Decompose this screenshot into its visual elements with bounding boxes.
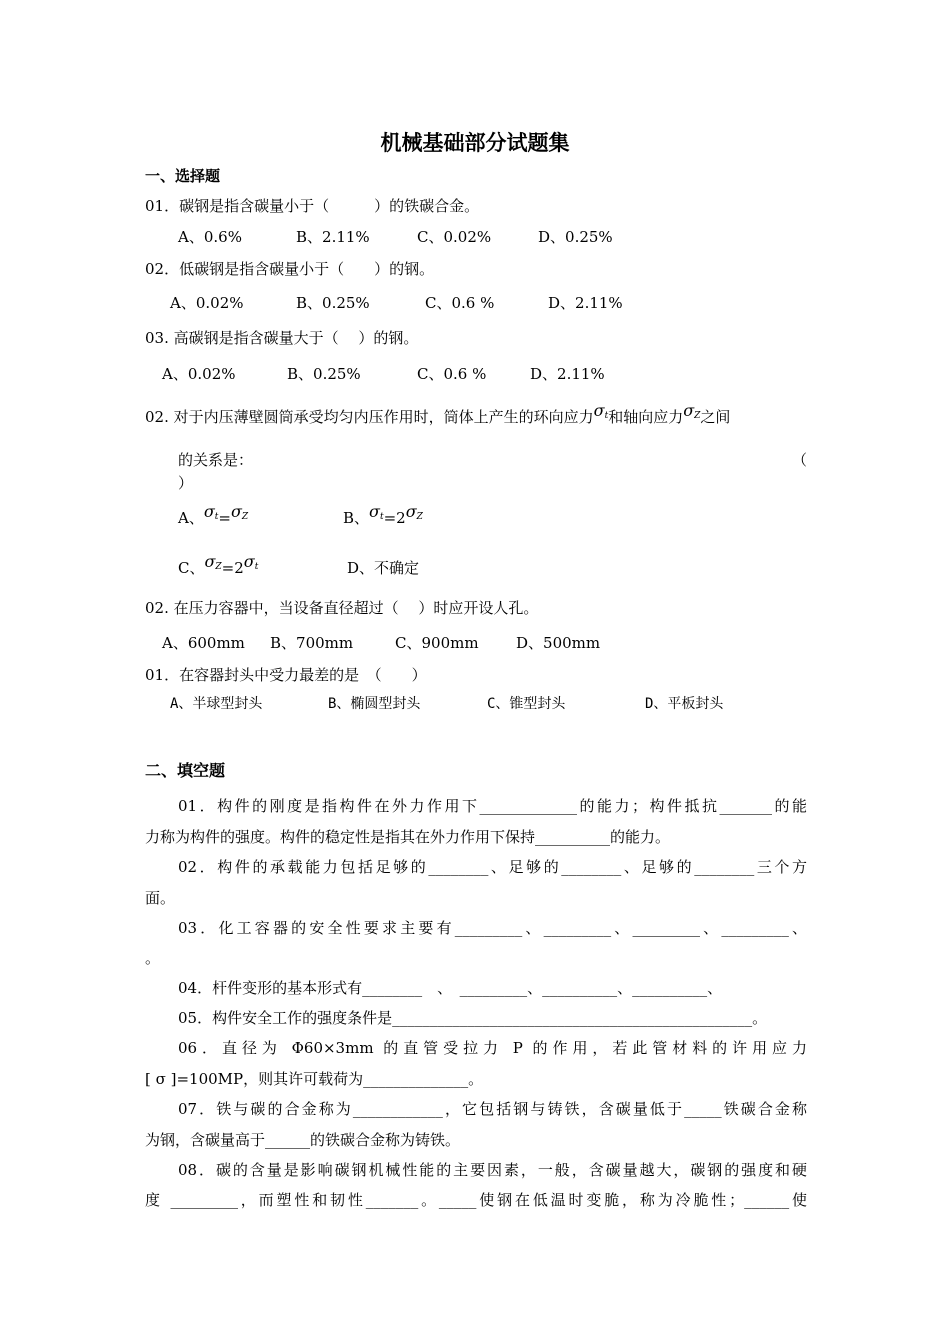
question-text: 03. 高碳钢是指含碳量大于（ ）的钢。 xyxy=(145,329,419,347)
fill-line: 05．构件安全工作的强度条件是________________________________________________。 xyxy=(178,1009,768,1027)
option-label: B、 xyxy=(343,509,370,527)
option-b: B、2.11% xyxy=(296,228,370,246)
option-d: D、0.25% xyxy=(538,228,613,246)
document-title: 机械基础部分试题集 xyxy=(380,131,570,155)
fill-line: 面。 xyxy=(145,889,176,907)
sigma-z-symbol xyxy=(683,402,700,420)
option-b: B、0.25% xyxy=(287,365,361,383)
sigma-glyph: σ xyxy=(405,502,417,521)
option-b: B、椭圆型封头 xyxy=(328,696,421,712)
section-heading-choice: 一、选择题 xyxy=(145,167,221,185)
paren-close: ） xyxy=(178,474,194,492)
sigma-t-symbol xyxy=(204,503,219,521)
sigma-glyph: σ xyxy=(369,502,380,521)
option-a: A、0.02% xyxy=(170,294,244,312)
option-a: A、600mm xyxy=(162,634,245,652)
question-text: 01．碳钢是指含碳量小于（ ）的铁碳合金。 xyxy=(145,197,480,215)
sigma-glyph: σ xyxy=(243,552,255,571)
fill-line: 03．化工容器的安全性要求主要有_________、_________、_________、_________、 xyxy=(178,919,807,937)
sigma-t-symbol xyxy=(244,553,259,571)
option-d: D、不确定 xyxy=(347,559,420,577)
option-c xyxy=(178,552,259,583)
option-a: A、0.6% xyxy=(178,228,242,246)
sigma-glyph: σ xyxy=(593,401,605,420)
fill-line: 度 _________，而塑性和韧性_______。_____使钢在低温时变脆，称为冷脆性；______使 xyxy=(145,1191,807,1209)
question-text-part: 和轴向应力 xyxy=(608,408,684,426)
fill-line: 。 xyxy=(145,949,161,967)
fill-line: 06．直径为 Φ60×3mm 的直管受拉力 P 的作用，若此管材料的许用应力 xyxy=(178,1039,807,1057)
subscript-z: Z xyxy=(215,562,222,572)
sigma-t-symbol xyxy=(369,503,384,521)
question-text: 02. 在压力容器中，当设备直径超过（ ）时应开设人孔。 xyxy=(145,599,539,617)
option-d: D、2.11% xyxy=(530,365,605,383)
option-d: D、500mm xyxy=(516,634,601,652)
section-heading-fill: 二、填空题 xyxy=(145,761,226,780)
fill-line: 为钢，含碳量高于______的铁碳合金称为铸铁。 xyxy=(145,1131,461,1149)
fill-line: 02．构件的承载能力包括足够的________、足够的________、足够的________三个方 xyxy=(178,858,807,876)
sigma-z-symbol xyxy=(204,553,221,571)
question-text-line2: 的关系是： xyxy=(178,451,254,469)
fill-line: 08．碳的含量是影响碳钢机械性能的主要因素，一般，含碳量越大，碳钢的强度和硬 xyxy=(178,1161,807,1179)
option-c: C、0.6 % xyxy=(417,365,487,383)
question-text-part: 之间 xyxy=(700,408,731,426)
question-text: 02．低碳钢是指含碳量小于（ ）的钢。 xyxy=(145,260,435,278)
option-c: C、0.6 % xyxy=(425,294,495,312)
option-c: C、0.02% xyxy=(417,228,492,246)
fill-line: [ σ ]=100MP，则其许可载荷为______________。 xyxy=(145,1070,484,1088)
option-a xyxy=(178,502,249,533)
subscript-z: Z xyxy=(416,512,423,522)
sigma-glyph: σ xyxy=(204,552,216,571)
option-b: B、0.25% xyxy=(296,294,370,312)
sigma-glyph: σ xyxy=(683,401,695,420)
fill-line: 04．杆件变形的基本形式有________ 、 _________、__________、__________、 xyxy=(178,979,723,997)
sigma-z-symbol xyxy=(406,503,423,521)
sigma-t-symbol xyxy=(594,402,609,420)
fill-line: 力称为构件的强度。构件的稳定性是指其在外力作用下保持__________的能力。 xyxy=(145,828,671,846)
question-text-part: 02. 对于内压薄壁圆筒承受均匀内压作用时，筒体上产生的环向应力 xyxy=(145,408,594,426)
paren-open: （ xyxy=(792,451,808,469)
fill-line: 07．铁与碳的合金称为____________，它包括钢与铸铁，含碳量低于_____铁碳合金称 xyxy=(178,1100,807,1118)
option-c: C、900mm xyxy=(395,634,479,652)
option-d: D、平板封头 xyxy=(645,696,724,712)
subscript-t: t xyxy=(214,512,219,522)
operator: =2 xyxy=(383,509,406,527)
option-label: C、 xyxy=(178,559,205,577)
subscript-t: t xyxy=(604,411,609,421)
sigma-glyph: σ xyxy=(230,502,242,521)
subscript-z: Z xyxy=(241,512,249,522)
option-a: A、半球型封头 xyxy=(170,696,263,712)
subscript-z: Z xyxy=(694,411,701,421)
sigma-z-symbol xyxy=(231,503,248,521)
option-a: A、0.02% xyxy=(162,365,236,383)
operator: = xyxy=(218,509,231,527)
operator: =2 xyxy=(221,559,244,577)
subscript-t: t xyxy=(254,562,259,572)
option-label: A、 xyxy=(178,509,204,527)
option-b xyxy=(343,502,423,533)
fill-line: 01．构件的刚度是指构件在外力作用下_____________的能力；构件抵抗_______的能 xyxy=(178,797,807,815)
question-text: 01．在容器封头中受力最差的是 （ ） xyxy=(145,666,427,684)
option-c: C、锥型封头 xyxy=(487,696,566,712)
question-text xyxy=(145,401,731,432)
subscript-t: t xyxy=(379,512,384,522)
sigma-glyph: σ xyxy=(203,502,215,521)
option-d: D、2.11% xyxy=(548,294,623,312)
option-b: B、700mm xyxy=(270,634,354,652)
